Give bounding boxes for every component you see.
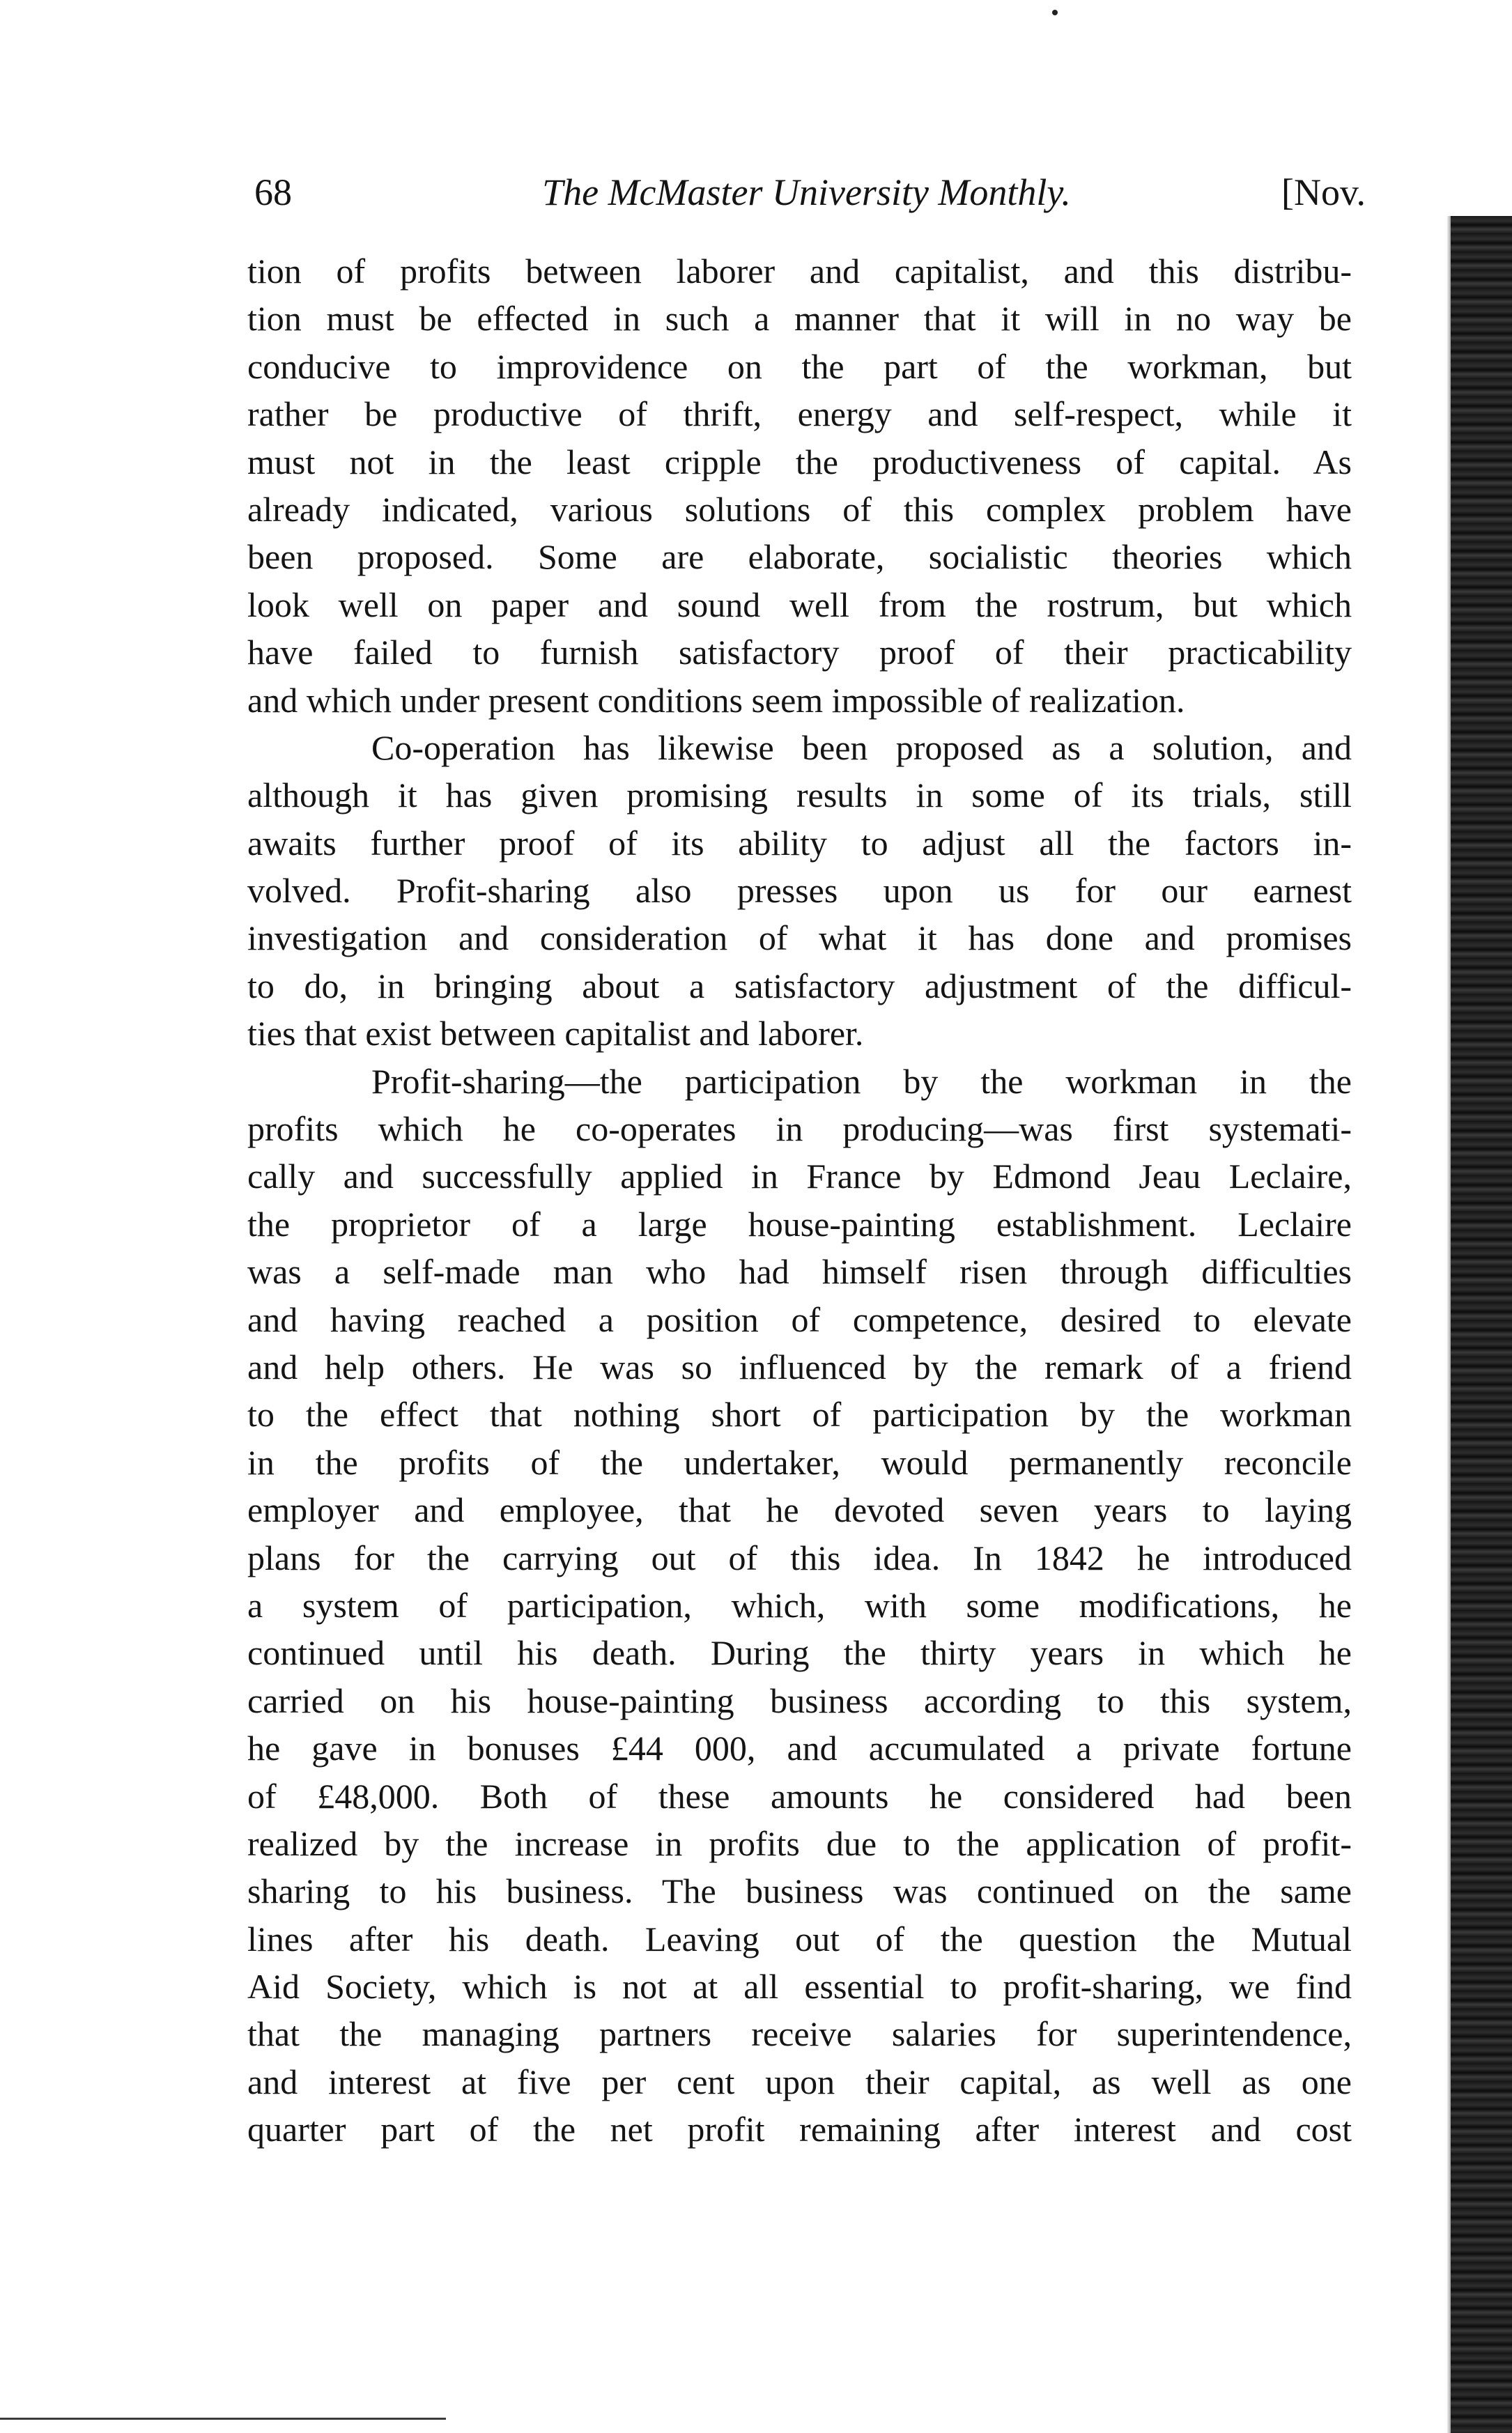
text-line: awaits further proof of its ability to adjust all the factors in- (247, 823, 1352, 863)
text-line: was a self-made man who had himself risen through difficulties (247, 1252, 1352, 1292)
running-title: The McMaster University Monthly. (542, 171, 1071, 213)
text-line: he gave in bonuses £44 000, and accumulated a private fortune (247, 1729, 1352, 1768)
text-line: tion of profits between laborer and capitalist, and this distribu- (247, 252, 1352, 291)
text-line: the proprietor of a large house-painting establishment. Leclaire (247, 1204, 1352, 1244)
issue-month: [Nov. (1281, 171, 1366, 213)
text-line: lines after his death. Leaving out of the question the Mutual (247, 1919, 1352, 1959)
article-body (247, 247, 1352, 2154)
text-line: cally and successfully applied in France by Edmond Jeau Leclaire, (247, 1157, 1352, 1196)
page-number: 68 (254, 171, 292, 213)
bottom-rule (0, 2418, 446, 2420)
text-line: ties that exist between capitalist and laborer. (247, 1014, 864, 1053)
text-line: rather be productive of thrift, energy and self-respect, while it (247, 394, 1352, 434)
text-line: profits which he co-operates in producing—was first systemati- (247, 1109, 1352, 1149)
book-binding-edge (1451, 216, 1512, 2433)
text-line: look well on paper and sound well from the rostrum, but which (247, 585, 1352, 624)
text-line: investigation and consideration of what it has done and promises (247, 918, 1352, 958)
text-line: in the profits of the undertaker, would permanently reconcile (247, 1442, 1352, 1482)
text-line: sharing to his business. The business was continued on the same (247, 1871, 1352, 1911)
text-line: and help others. He was so influenced by the remark of a friend (247, 1347, 1352, 1387)
running-header (247, 171, 1366, 233)
ink-speck (1052, 10, 1058, 15)
text-line: been proposed. Some are elaborate, socialistic theories which (247, 537, 1352, 577)
text-line: and having reached a position of competence, desired to elevate (247, 1299, 1352, 1339)
text-line: that the managing partners receive salaries for superintendence, (247, 2014, 1352, 2054)
paragraph (247, 247, 1352, 724)
text-line: already indicated, various solutions of this complex problem have (247, 489, 1352, 529)
text-line: continued until his death. During the thirty years in which he (247, 1633, 1352, 1673)
text-line: a system of participation, which, with some modifications, he (247, 1585, 1352, 1625)
paragraph (247, 1058, 1352, 2154)
text-line: Co-operation has likewise been proposed as a solution, and (371, 727, 1352, 767)
paragraph (247, 724, 1352, 1058)
text-line: Profit-sharing—the participation by the workman in the (371, 1061, 1352, 1101)
text-line: quarter part of the net profit remaining after interest and cost (247, 2110, 1352, 2149)
text-line: tion must be effected in such a manner that it will in no way be (247, 299, 1352, 339)
text-line: although it has given promising results in some of its trials, still (247, 775, 1352, 815)
text-line: realized by the increase in profits due to the application of profit- (247, 1823, 1352, 1863)
text-line: carried on his house-painting business according to this system, (247, 1681, 1352, 1720)
text-line: Aid Society, which is not at all essential to profit-sharing, we find (247, 1967, 1352, 2007)
text-line: have failed to furnish satisfactory proof of their practicability (247, 633, 1352, 672)
text-line: plans for the carrying out of this idea. In 1842 he introduced (247, 1538, 1352, 1577)
text-line: and which under present conditions seem impossible of realization. (247, 680, 1185, 720)
text-line: must not in the least cripple the productiveness of capital. As (247, 442, 1352, 481)
text-line: and interest at five per cent upon their capital, as well as one (247, 2062, 1352, 2101)
text-line: employer and employee, that he devoted seven years to laying (247, 1490, 1352, 1530)
text-line: of £48,000. Both of these amounts he considered had been (247, 1776, 1352, 1816)
text-line: to do, in bringing about a satisfactory adjustment of the difficul- (247, 966, 1352, 1005)
text-line: to the effect that nothing short of participation by the workman (247, 1395, 1352, 1435)
text-line: conducive to improvidence on the part of the workman, but (247, 346, 1352, 386)
text-line: volved. Profit-sharing also presses upon us for our earnest (247, 871, 1352, 911)
